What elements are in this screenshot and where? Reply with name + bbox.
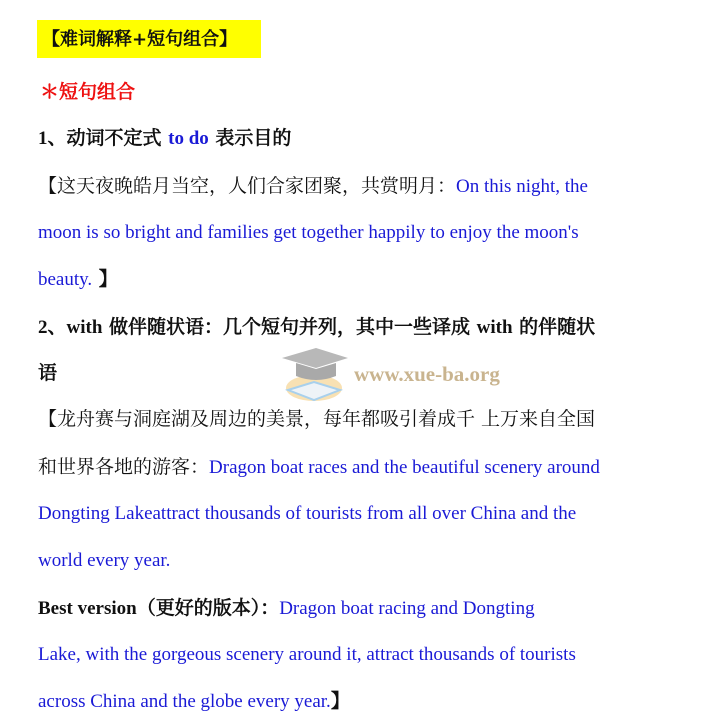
example-english: beauty. [38, 269, 93, 290]
best-version-line-1 [38, 596, 535, 621]
section-2-title-post: 的伴随状 [512, 316, 596, 338]
open-bracket: 【 [38, 175, 58, 197]
close-bracket: 】 [330, 690, 350, 712]
section-2-title [38, 315, 595, 340]
graduation-cap-icon [280, 346, 352, 404]
watermark [280, 346, 520, 404]
section-2-example-line-4: world every year. [38, 550, 171, 571]
best-version-english: across China and the globe every year. [38, 691, 331, 712]
section-1-example-line-2: moon is so bright and families get together happily to enjoy the moon's [38, 222, 579, 243]
open-bracket: 【 [38, 408, 58, 430]
example-chinese: 和世界各地的游客： [38, 456, 210, 478]
example-chinese: 龙舟赛与洞庭湖及周边的美景，每年都吸引着成千 上万来自全国 [57, 408, 596, 430]
section-2-example-line-1 [38, 407, 595, 432]
section-1-title-pre: 动词不定式 [66, 127, 169, 149]
section-2-keyword-1: with [66, 317, 103, 338]
example-chinese: 这天夜晚皓月当空，人们合家团聚，共赏明月： [57, 175, 457, 197]
section-2-example-line-3: Dongting Lakeattract thousands of tourists from all over China and the [38, 503, 577, 524]
section-heading-short-sentences: ＊短句组合 [40, 81, 136, 103]
best-version-label-cn: （更好的版本）： [136, 597, 280, 619]
section-2-title-line-2: 语 [38, 362, 58, 384]
section-2-number: 2、 [38, 317, 67, 338]
section-1-keyword: to do [168, 128, 209, 149]
section-1-example-line-3 [38, 267, 118, 292]
section-1-example-line-1 [38, 174, 588, 199]
best-version-english: Dragon boat racing and Dongting [279, 598, 535, 619]
best-version-label: Best version [38, 598, 137, 619]
section-1-title-post: 表示目的 [208, 127, 292, 149]
page-title: 【难词解释+短句组合】 [42, 29, 238, 50]
section-1-title [38, 126, 291, 151]
section-1-number: 1、 [38, 128, 67, 149]
example-english: On this night, the [456, 176, 588, 197]
close-bracket: 】 [92, 268, 118, 290]
best-version-line-2: Lake, with the gorgeous scenery around it, attract thousands of tourists [38, 644, 576, 665]
section-2-keyword-2: with [476, 317, 513, 338]
watermark-text: www.xue-ba.org [354, 362, 500, 386]
best-version-line-3 [38, 689, 350, 714]
section-2-example-line-2 [38, 455, 600, 480]
example-english: Dragon boat races and the beautiful scenery around [209, 457, 600, 478]
section-2-title-mid: 做伴随状语：几个短句并列，其中一些译成 [102, 316, 477, 338]
